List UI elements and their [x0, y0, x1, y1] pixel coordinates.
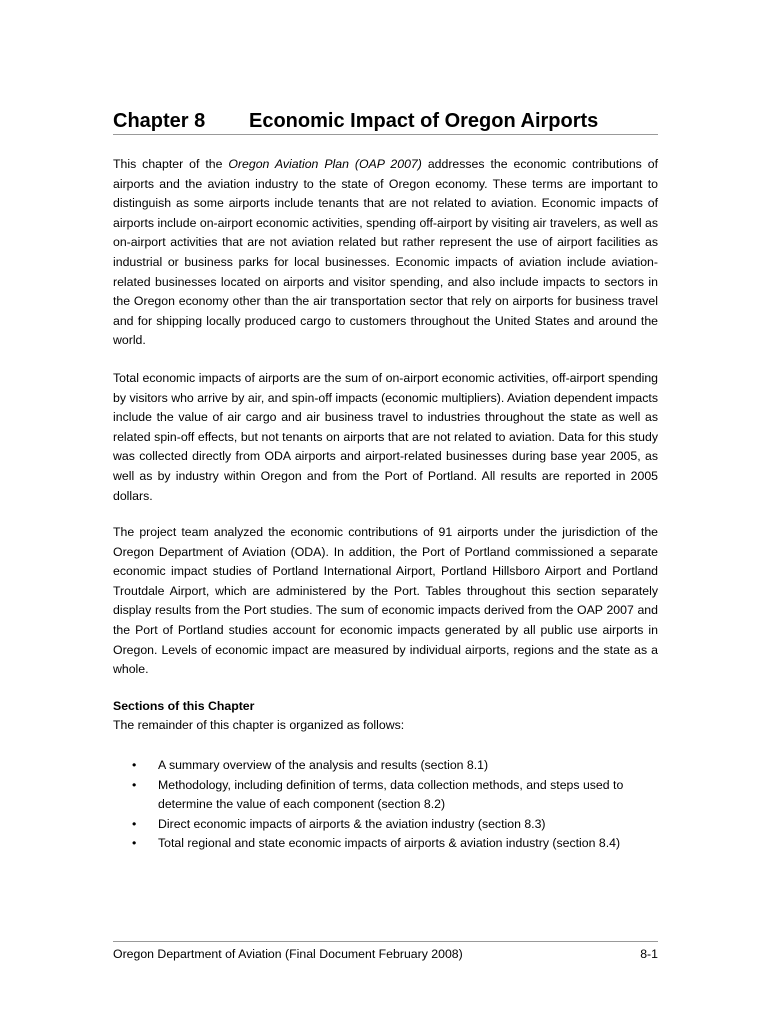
list-item — [113, 776, 658, 815]
intro-paragraph — [113, 155, 658, 351]
page-footer — [113, 941, 658, 964]
list-item — [113, 815, 658, 835]
list-item-text: Direct economic impacts of airports & the aviation industry (section 8.3) — [158, 816, 546, 831]
project-team-paragraph: The project team analyzed the economic contributions of 91 airports under the jurisdiction of the Oregon Department of Aviation (ODA). In addition, the Port of Portland commissioned a separate economic impact studies of Portland International Airport, Portland Hillsboro Airport and Portland Troutdale Airport, which are administered by the Port. Tables throughout this section separately display results from the Port studies. The sum of economic impacts derived from the OAP 2007 and the Port of Portland studies account for economic impacts generated by all public use airports in Oregon. Levels of economic impact are measured by individual airports, regions and the state as a whole. — [113, 525, 658, 677]
sections-intro: The remainder of this chapter is organized as follows: — [113, 718, 405, 732]
bullet-icon: • — [132, 777, 137, 792]
bullet-icon: • — [132, 836, 137, 851]
list-item — [113, 834, 658, 854]
sections-list — [113, 756, 658, 854]
plan-title-italic: Oregon Aviation Plan (OAP 2007) — [228, 157, 422, 171]
bullet-icon: • — [132, 758, 137, 772]
intro-lead: This chapter of the — [113, 157, 229, 171]
chapter-heading — [113, 108, 658, 135]
sections-heading: Sections of this Chapter — [113, 699, 255, 713]
page-number: 8-1 — [640, 947, 658, 961]
footer-source: Oregon Department of Aviation (Final Document February 2008) — [113, 947, 463, 961]
chapter-title: Economic Impact of Oregon Airports — [249, 110, 599, 132]
list-item-text: Total regional and state economic impacts of airports & aviation industry (section 8.4) — [158, 836, 621, 851]
chapter-number: Chapter 8 — [113, 110, 206, 132]
list-item-text: Methodology, including definition of terms, data collection methods, and steps used to determine the value of each component (section 8.2) — [158, 777, 624, 812]
intro-rest: addresses the economic contributions of airports and the aviation industry to the state of Oregon economy. These terms are important to distinguish as some airports include tenants that are not related to aviation. Economic impacts of airports include on-airport economic activities, spending off-airport by visiting air travelers, as well as on-airport activities that are not aviation related but rather represent the use of airport facilities as industrial or business parks for local businesses. Economic impacts of aviation include aviation-related businesses located on airports and visitor spending, and also include impacts to sectors in the Oregon economy other than the air transportation sector that rely on airports for business travel and for shipping locally produced cargo to customers throughout the United States and around the world. — [113, 157, 659, 348]
list-item — [113, 756, 658, 776]
total-impacts-paragraph: Total economic impacts of airports are the sum of on-airport economic activities, off-airport spending by visitors who arrive by air, and spin-off impacts (economic multipliers). Aviation dependent impacts include the value of air cargo and air business travel to industries throughout the state as well as related spin-off effects, but not tenants on airports that are not related to aviation. Data for this study was collected directly from ODA airports and airport-related businesses during base year 2005, as well as by industry within Oregon and from the Port of Portland. All results are reported in 2005 dollars. — [113, 371, 658, 503]
bullet-icon: • — [132, 816, 137, 831]
list-item-text: A summary overview of the analysis and results (section 8.1) — [158, 758, 489, 772]
